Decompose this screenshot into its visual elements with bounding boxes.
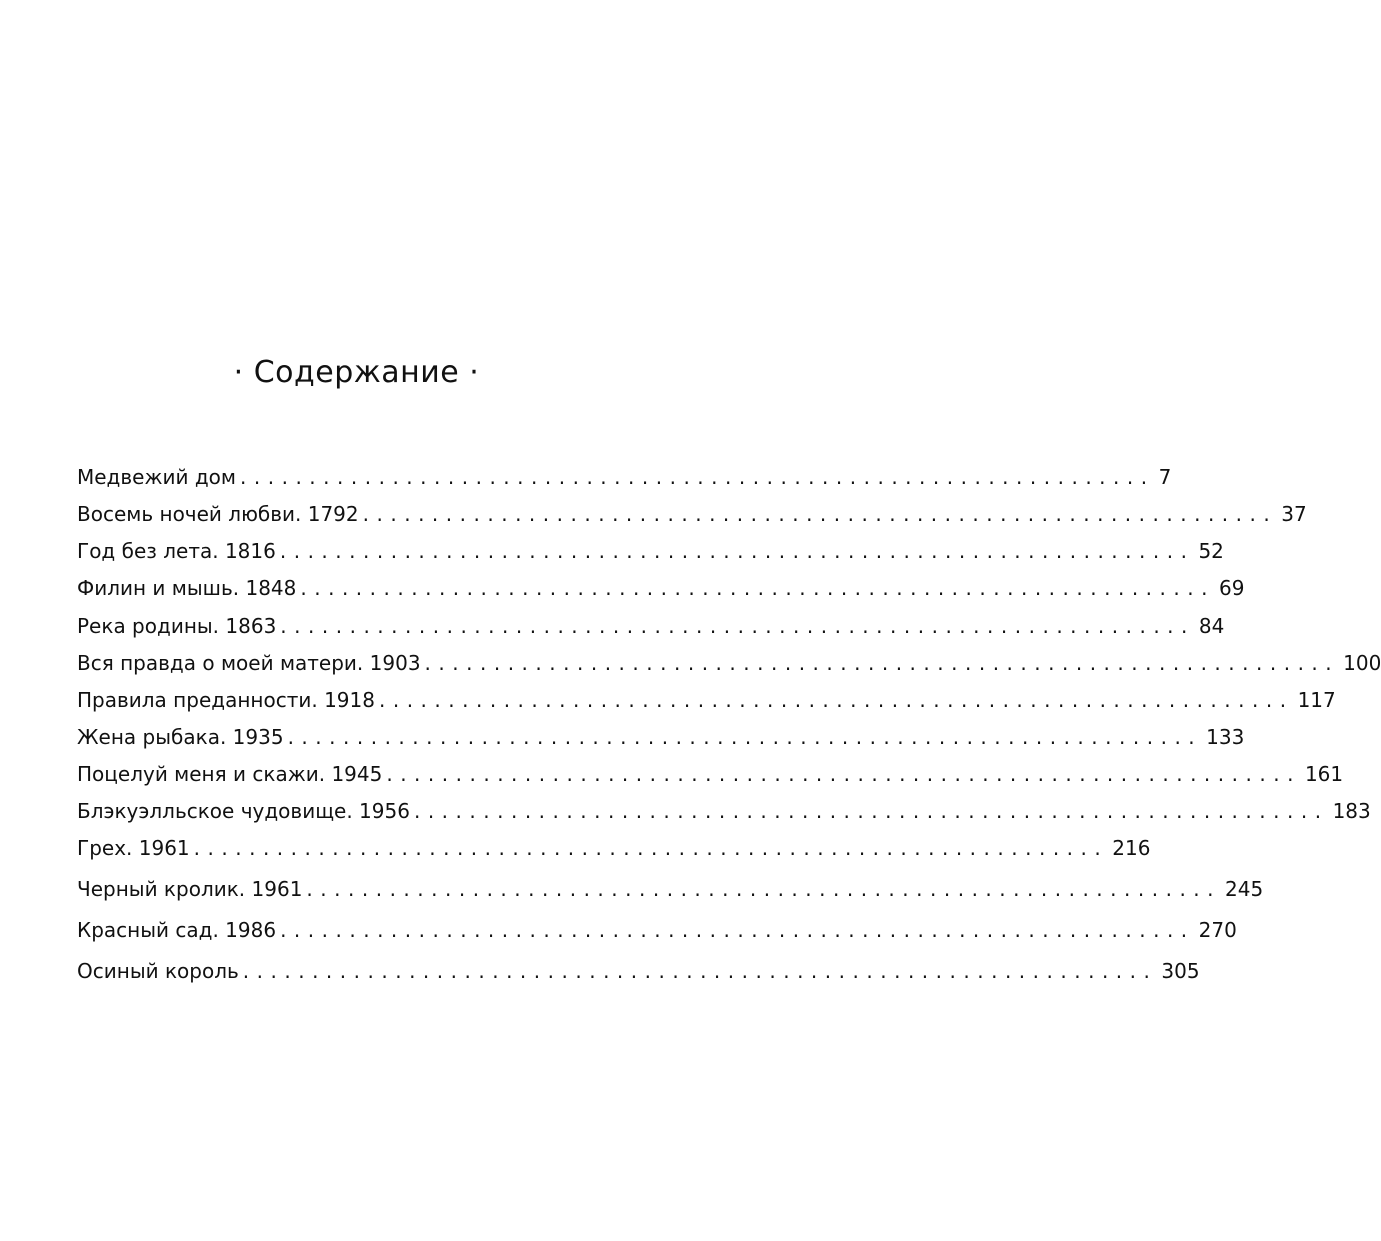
- toc-entry: [77, 536, 1224, 566]
- toc-entry-title: Медвежий дом: [77, 465, 237, 489]
- toc-entry: [77, 796, 1371, 826]
- dot-leader: ..................................................................: [280, 614, 1195, 638]
- toc-entry-title: Жена рыбака. 1935: [77, 725, 284, 749]
- toc-entry: [77, 462, 1172, 492]
- toc-entry-title: Блэкуэлльское чудовище. 1956: [77, 799, 410, 823]
- toc-entry: [77, 759, 1344, 789]
- dot-leader: ..................................................................: [306, 877, 1222, 901]
- dot-leader: ..................................................................: [193, 836, 1109, 860]
- dot-leader: ..................................................................: [279, 539, 1195, 563]
- toc-entry-title: Филин и мышь. 1848: [77, 576, 297, 600]
- toc-entry: [77, 685, 1336, 715]
- toc-entry: [77, 611, 1225, 641]
- toc-entry-page: 117: [1297, 688, 1336, 712]
- dot-leader: ..................................................................: [413, 799, 1329, 823]
- toc-entry: [77, 573, 1245, 603]
- toc-entry-title: Черный кролик. 1961: [77, 877, 303, 901]
- toc-entry-page: 52: [1198, 539, 1224, 563]
- toc-entry-title: Осиный король: [77, 959, 239, 983]
- toc-entry-title: Вся правда о моей матери. 1903: [77, 651, 421, 675]
- dot-leader: ..................................................................: [287, 725, 1203, 749]
- toc-entry-page: 69: [1218, 576, 1245, 600]
- toc-entry-page: 161: [1304, 762, 1344, 786]
- toc-entry-title: Река родины. 1863: [77, 614, 277, 638]
- dot-leader: ..................................................................: [242, 959, 1158, 983]
- dot-leader: ..................................................................: [378, 688, 1294, 712]
- toc-entry-title: Год без лета. 1816: [77, 539, 276, 563]
- dot-leader: ..................................................................: [240, 465, 1155, 489]
- toc-entry: [77, 833, 1151, 863]
- toc-entry-page: 37: [1281, 502, 1307, 526]
- page-title: · Содержание ·: [233, 355, 480, 390]
- toc-entry-title: Восемь ночей любви. 1792: [77, 502, 359, 526]
- toc-entry-page: 216: [1112, 836, 1151, 860]
- dot-leader: ..................................................................: [386, 762, 1301, 786]
- toc-entry-title: Красный сад. 1986: [77, 918, 277, 942]
- toc-entry-title: Поцелуй меня и скажи. 1945: [77, 762, 383, 786]
- toc-entry-page: 270: [1198, 918, 1237, 942]
- toc-entry: [77, 648, 1381, 678]
- toc-entry: [77, 874, 1264, 904]
- toc-entry-page: 133: [1206, 725, 1245, 749]
- dot-leader: ..................................................................: [424, 651, 1340, 675]
- toc-entry: [77, 499, 1307, 529]
- toc-entry-title: Правила преданности. 1918: [77, 688, 375, 712]
- toc-entry-page: 245: [1225, 877, 1264, 901]
- toc-entry-page: 84: [1198, 614, 1225, 638]
- dot-leader: ..................................................................: [280, 918, 1195, 942]
- toc-entry: [77, 915, 1237, 945]
- toc-entry-page: 305: [1161, 959, 1200, 983]
- dot-leader: ..................................................................: [362, 502, 1278, 526]
- toc-entry-page: 183: [1332, 799, 1371, 823]
- toc-entry: [77, 956, 1200, 986]
- dot-leader: ..................................................................: [300, 576, 1215, 600]
- toc-entry-page: 7: [1158, 465, 1172, 489]
- toc-entry-title: Грех. 1961: [77, 836, 190, 860]
- toc-entry: [77, 722, 1245, 752]
- toc-entry-page: 100: [1343, 651, 1381, 675]
